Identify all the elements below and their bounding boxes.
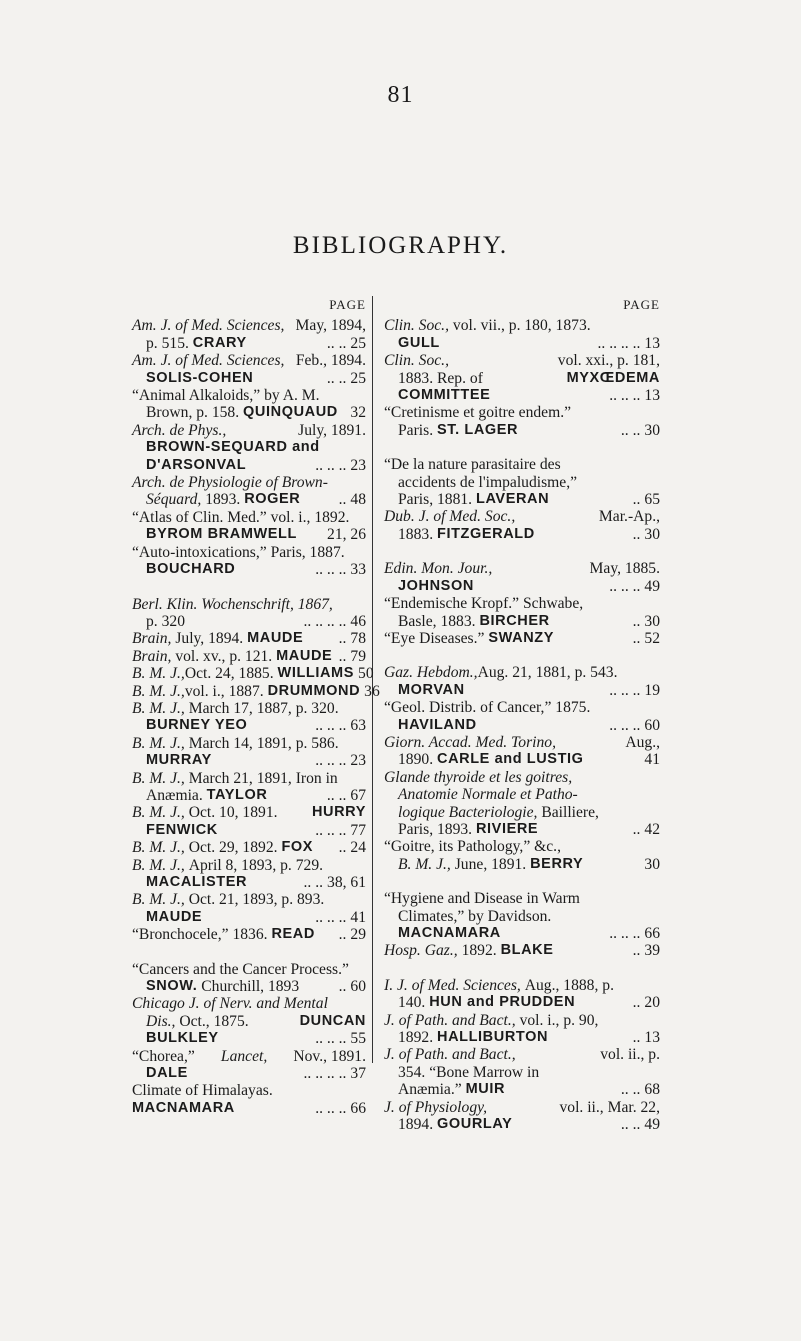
author-name: BROWN-SEQUARD and [146,439,320,456]
bib-entry: “Animal Alkaloids,” by A. M. Brown, p. 158. QUINQUAUD 32 [132,387,366,422]
page-ref: 37 [350,1065,366,1083]
bib-entry: I. J. of Med. Sciences, Aug., 1888, p. 140. HUN and PRUDDEN .. 20 [384,976,660,1012]
author-name: GOURLAY [437,1116,513,1133]
left-column [132,296,380,1117]
page-ref: 13 [644,1029,660,1047]
author-name: JOHNSON [398,577,474,594]
author-name: MURRAY [146,752,212,769]
page-ref: 63 [350,717,366,735]
page-column-header: PAGE [623,297,660,312]
page-ref: 79 [350,647,366,665]
author-name: WILLIAMS [277,665,355,682]
bib-entry: “Endemische Kropf.” Schwabe, Basle, 1883. BIRCHER .. 30 [384,595,660,630]
author-name: D'ARSONVAL [146,456,247,473]
author-name: FOX [281,839,314,856]
bib-entry: B. M. J., Oct. 24, 1885. WILLIAMS 50 [132,665,374,683]
page-ref: 30 [644,421,660,439]
bib-entry: B. M. J., April 8, 1893, p. 729. MACALISTER .. .. 38, 61 [132,856,366,891]
page-ref: 48 [350,491,366,509]
bib-entry: Glande thyroide et les goitres, Anatomie Normale et Patho- logique Bacteriologie, Bailliere, Paris, 1893. RIVIERE .. 42 [384,768,660,838]
bib-entry: J. of Path. and Bact., vol. ii., p. 354. “Bone Marrow in Anæmia.” MUIR .. .. 68 [384,1046,660,1099]
bib-entry: J. of Path. and Bact., vol. i., p. 90, 1892. HALLIBURTON .. 13 [384,1011,660,1047]
author-name: CRARY [192,334,247,351]
page-ref: 30 [644,855,660,873]
author-name: QUINQUAUD [243,404,338,421]
author-name: BIRCHER [479,612,550,629]
page-ref: 24 [350,839,366,857]
page-ref: 20 [644,994,660,1012]
page-ref: 33 [350,561,366,579]
page-ref: 25 [350,334,366,352]
bib-entry: “De la nature parasitaire des accidents de l'impaludisme,” Paris, 1881. LAVERAN .. 65 [384,456,660,509]
bib-entry: Arch. de Phys., July, 1891. BROWN-SEQUARD and D'ARSONVAL .. .. .. 23 [132,421,366,474]
page-ref: 19 [644,681,660,699]
author-name: LAVERAN [475,491,550,508]
author-name: HALLIBURTON [437,1029,549,1046]
page-ref: 60 [350,978,366,996]
author-name: MAUDE [146,908,203,925]
page-ref: 23 [350,456,366,474]
bib-entry: Clin. Soc., vol. vii., p. 180, 1873. GULL .. .. .. .. 13 [384,317,660,352]
author-name: CARLE and LUSTIG [437,751,584,768]
bib-entry: B. M. J., Oct. 10, 1891. HURRY FENWICK .. .. .. 77 [132,804,366,839]
page-ref: 21, 26 [327,526,366,544]
bib-entry: “Chorea,” Lancet, Nov., 1891. DALE .. .. .. .. 37 [132,1047,366,1083]
page-ref: 60 [644,716,660,734]
page-ref: 36 [364,682,380,700]
page-ref: 32 [350,404,366,422]
author-name: MACALISTER [146,874,248,890]
bib-entry: Arch. de Physiologie of Brown- Séquard, 1893. ROGER .. 48 [132,474,366,509]
bib-entry: “Bronchocele,” 1836. READ .. 29 [132,926,366,944]
page-ref: 66 [644,925,660,942]
author-name: MAUDE [276,647,333,664]
page-ref: 66 [350,1099,366,1117]
page-ref: 52 [644,629,660,647]
page-ref: 30 [644,525,660,543]
bib-entry: “Auto-intoxications,” Paris, 1887. BOUCHARD .. .. .. 33 [132,543,366,579]
page-ref: 29 [350,926,366,944]
page-ref: 49 [644,577,660,595]
author-name: MAUDE [247,630,304,647]
bib-entry: Clin. Soc., vol. xxi., p. 181, 1883. Rep. of MYXŒDEMA COMMITTEE .. .. .. 13 [384,352,660,405]
author-name: MUIR [465,1081,506,1098]
bib-entry: “Geol. Distrib. of Cancer,” 1875. HAVILAND .. .. .. 60 [384,699,660,734]
author-name: READ [271,926,315,943]
author-name: DUNCAN [299,1012,366,1029]
page-number: 81 [387,82,414,108]
author-name: SNOW. [146,978,198,995]
right-column [384,296,660,1133]
page-ref: 46 [350,612,366,630]
bib-entry: “Cancers and the Cancer Process.” SNOW. Churchill, 1893 .. 60 [132,960,366,996]
bib-entry: Am. J. of Med. Sciences, May, 1894, p. 515. CRARY .. .. 25 [132,317,366,352]
page-ref: 41 [644,751,660,769]
page-ref: 13 [644,387,660,405]
author-name: ROGER [244,491,301,508]
author-name: BURNEY YEO [146,717,248,734]
author-name: GULL [398,334,440,351]
bib-entry: Hosp. Gaz., 1892. BLAKE .. 39 [384,942,660,960]
page-ref: 68 [644,1081,660,1099]
bib-entry: Berl. Klin. Wochenschrift, 1867, p. 320 .. .. .. .. 46 [132,595,366,630]
page-column-header: PAGE [329,297,366,312]
page-ref: 25 [350,369,366,387]
bib-entry: Giorn. Accad. Med. Torino, Aug., 1890. CARLE and LUSTIG 41 [384,733,660,769]
page-ref: 65 [644,491,660,509]
author-name: BERRY [530,855,584,872]
author-name: SWANZY [488,629,554,646]
page-title: BIBLIOGRAPHY. [292,232,509,259]
bib-entry: J. of Physiology, vol. ii., Mar. 22, 1894. GOURLAY .. .. 49 [384,1098,660,1134]
bib-entry: B. M. J., March 14, 1891, p. 586. MURRAY .. .. .. 23 [132,734,366,770]
page-ref: 38, 61 [327,874,366,891]
bib-entry: “Cretinisme et goitre endem.” Paris. ST. LAGER .. .. 30 [384,404,660,439]
page-ref: 41 [350,908,366,926]
author-name: BULKLEY [146,1030,219,1047]
page-ref: 42 [644,820,660,838]
bib-entry: B. M. J., Oct. 29, 1892. FOX .. 24 [132,839,366,857]
author-name: MORVAN [398,681,465,698]
author-name: MACNAMARA [398,925,501,941]
page-ref: 13 [644,334,660,352]
bib-entry: Brain, vol. xv., p. 121. MAUDE .. 79 [132,647,366,665]
page-ref: 23 [350,752,366,770]
author-name: BLAKE [500,942,554,959]
bib-entry: Climate of Himalayas. MACNAMARA .. .. .. 66 [132,1082,366,1117]
bib-entry: B. M. J., March 17, 1887, p. 320. BURNEY YEO .. .. .. 63 [132,699,366,735]
bib-entry: Chicago J. of Nerv. and Mental Dis., Oct., 1875. DUNCAN BULKLEY .. .. .. 55 [132,995,366,1048]
bib-entry: “Hygiene and Disease in Warm Climates,” by Davidson. MACNAMARA .. .. .. 66 [384,890,660,942]
bib-entry: B. M. J., March 21, 1891, Iron in Anæmia. TAYLOR .. .. 67 [132,769,366,804]
author-name: DALE [146,1065,188,1082]
author-name: FITZGERALD [437,525,535,542]
author-name: RIVIERE [475,820,539,837]
bib-entry: “Atlas of Clin. Med.” vol. i., 1892. BYROM BRAMWELL 21, 26 [132,508,366,544]
author-name: SOLIS-COHEN [146,369,254,386]
author-name: BYROM BRAMWELL [146,526,297,543]
page-ref: 67 [350,786,366,804]
bib-entry: Am. J. of Med. Sciences, Feb., 1894. SOLIS-COHEN .. .. 25 [132,352,366,387]
author-name: HUN and PRUDDEN [429,994,576,1011]
author-name: COMMITTEE [398,387,491,404]
bib-entry: B. M. J., Oct. 21, 1893, p. 893. MAUDE .. .. .. 41 [132,891,366,926]
author-name: ST. LAGER [437,421,519,438]
page-ref: 77 [350,821,366,839]
author-name: BOUCHARD [146,561,236,578]
page-ref: 39 [644,942,660,960]
author-name: HAVILAND [398,716,477,733]
page-ref: 49 [644,1116,660,1134]
bib-entry: Edin. Mon. Jour., May, 1885. JOHNSON .. .. .. 49 [384,560,660,595]
author-name: TAYLOR [206,786,268,803]
bib-entry: “Eye Diseases.” SWANZY .. 52 [384,629,660,647]
author-name: FENWICK [146,821,218,838]
page-ref: 78 [350,630,366,648]
author-name: MACNAMARA [132,1099,235,1116]
bib-entry: Gaz. Hebdom., Aug. 21, 1881, p. 543. MORVAN .. .. .. 19 [384,664,660,699]
author-name: DRUMMOND [267,682,361,699]
page-ref: 30 [644,612,660,630]
page-ref: 50 [358,665,374,683]
bib-entry: Dub. J. of Med. Soc., Mar.-Ap., 1883. FITZGERALD .. 30 [384,508,660,543]
author-name: HURRY [311,804,366,821]
page-ref: 55 [350,1030,366,1048]
bib-entry: Brain, July, 1894. MAUDE .. 78 [132,630,366,648]
bib-entry: “Goitre, its Pathology,” &c., B. M. J., June, 1891. BERRY 30 [384,838,660,873]
bib-entry: B. M. J., vol. i., 1887. DRUMMOND 36 [132,682,380,700]
author-name: MYXŒDEMA [566,369,660,386]
